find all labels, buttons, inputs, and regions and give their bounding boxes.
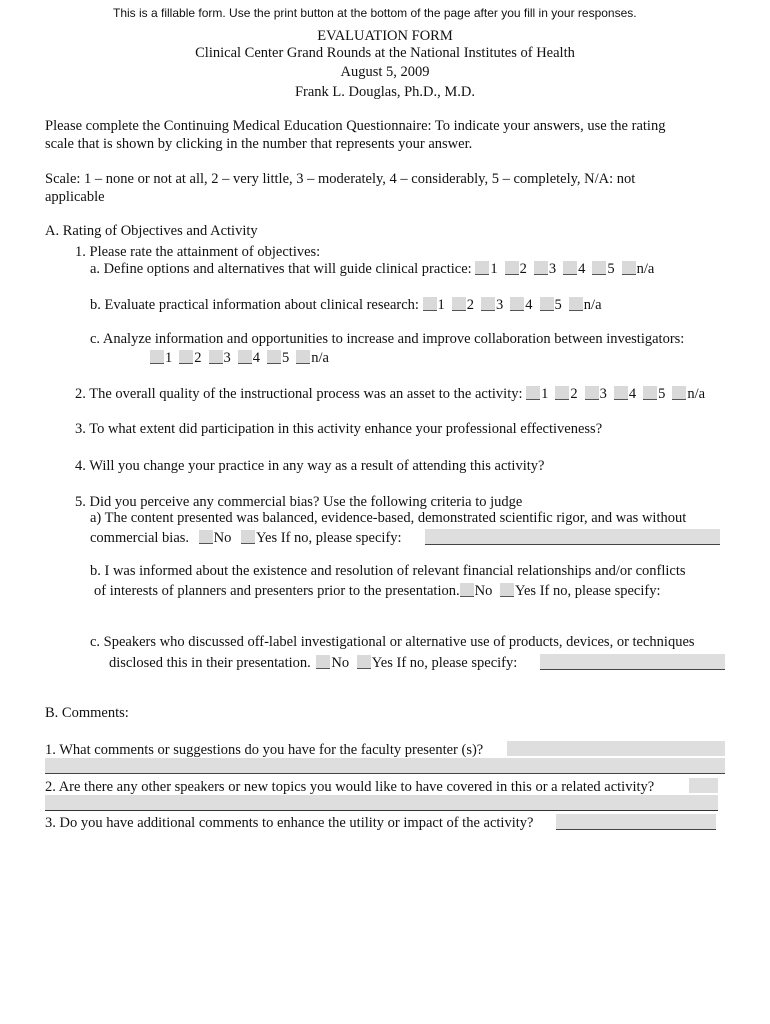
comment-input-2b[interactable] bbox=[45, 795, 718, 810]
checkbox[interactable] bbox=[238, 350, 252, 364]
question-5b-line-1: b. I was informed about the existence and resolution of relevant financial relationships and/or conflicts bbox=[90, 563, 686, 579]
rating-option[interactable]: 3 bbox=[534, 261, 556, 278]
checkbox[interactable] bbox=[423, 297, 437, 311]
yes-checkbox[interactable] bbox=[357, 655, 371, 669]
rating-option[interactable]: 3 bbox=[481, 297, 503, 314]
checkbox[interactable] bbox=[540, 297, 554, 311]
question-1: 1. Please rate the attainment of objectives: bbox=[75, 244, 321, 260]
rating-option[interactable]: 2 bbox=[555, 386, 577, 403]
question-3: 3. To what extent did participation in this activity enhance your professional effectiveness? bbox=[75, 421, 603, 437]
specify-input-5a[interactable] bbox=[425, 529, 720, 545]
scale-line-2: applicable bbox=[45, 189, 105, 205]
rating-option[interactable]: 5 bbox=[540, 297, 562, 314]
rating-option[interactable]: 4 bbox=[238, 350, 260, 367]
rating-option[interactable]: 4 bbox=[614, 386, 636, 403]
checkbox[interactable] bbox=[643, 386, 657, 400]
question-2-text: 2. The overall quality of the instructional process was an asset to the activity: bbox=[75, 386, 523, 402]
rating-option[interactable]: 5 bbox=[643, 386, 665, 403]
checkbox[interactable] bbox=[150, 350, 164, 364]
checkbox[interactable] bbox=[526, 386, 540, 400]
intro-line-1: Please complete the Continuing Medical Education Questionnaire: To indicate your answers, use the rating bbox=[45, 118, 666, 134]
checkbox[interactable] bbox=[267, 350, 281, 364]
question-1a bbox=[90, 261, 661, 278]
checkbox[interactable] bbox=[452, 297, 466, 311]
question-5: 5. Did you perceive any commercial bias? Use the following criteria to judge bbox=[75, 494, 523, 510]
rating-option[interactable]: 1 bbox=[475, 261, 497, 278]
checkbox[interactable] bbox=[614, 386, 628, 400]
question-1c-options bbox=[150, 350, 336, 367]
divider bbox=[45, 810, 718, 811]
question-4: 4. Will you change your practice in any way as a result of attending this activity? bbox=[75, 458, 545, 474]
intro-line-2: scale that is shown by clicking in the number that represents your answer. bbox=[45, 136, 473, 152]
question-2 bbox=[75, 386, 712, 403]
question-5a-line-2: commercial bias. No Yes If no, please specify: bbox=[90, 530, 402, 546]
no-checkbox[interactable] bbox=[460, 583, 474, 597]
checkbox[interactable] bbox=[622, 261, 636, 275]
rating-option[interactable]: 2 bbox=[179, 350, 201, 367]
rating-option[interactable]: n/a bbox=[622, 261, 655, 278]
rating-option[interactable]: 4 bbox=[563, 261, 585, 278]
checkbox[interactable] bbox=[481, 297, 495, 311]
comment-question-3: 3. Do you have additional comments to enhance the utility or impact of the activity? bbox=[45, 815, 534, 831]
checkbox[interactable] bbox=[179, 350, 193, 364]
rating-option[interactable]: 3 bbox=[209, 350, 231, 367]
question-1b bbox=[90, 297, 609, 314]
yes-checkbox[interactable] bbox=[241, 530, 255, 544]
checkbox[interactable] bbox=[672, 386, 686, 400]
question-5a-line-1: a) The content presented was balanced, evidence-based, demonstrated scientific rigor, and was without bbox=[90, 510, 687, 526]
checkbox[interactable] bbox=[296, 350, 310, 364]
rating-option[interactable]: 5 bbox=[592, 261, 614, 278]
checkbox[interactable] bbox=[209, 350, 223, 364]
rating-option[interactable]: n/a bbox=[569, 297, 602, 314]
checkbox[interactable] bbox=[555, 386, 569, 400]
no-checkbox[interactable] bbox=[316, 655, 330, 669]
checkbox[interactable] bbox=[505, 261, 519, 275]
comment-input-1a[interactable] bbox=[507, 741, 725, 756]
rating-option[interactable]: 4 bbox=[510, 297, 532, 314]
question-1b-text: b. Evaluate practical information about clinical research: bbox=[90, 297, 419, 313]
comment-question-2: 2. Are there any other speakers or new topics you would like to have covered in this or a related activity? bbox=[45, 779, 655, 795]
comment-input-3[interactable] bbox=[556, 814, 716, 830]
checkbox[interactable] bbox=[592, 261, 606, 275]
checkbox[interactable] bbox=[563, 261, 577, 275]
checkbox[interactable] bbox=[534, 261, 548, 275]
rating-option[interactable]: 5 bbox=[267, 350, 289, 367]
scale-line-1: Scale: 1 – none or not at all, 2 – very little, 3 – moderately, 4 – considerably, 5 – completely, N/A: not bbox=[45, 171, 636, 187]
checkbox[interactable] bbox=[510, 297, 524, 311]
checkbox[interactable] bbox=[569, 297, 583, 311]
event-name: Clinical Center Grand Rounds at the National Institutes of Health bbox=[195, 45, 575, 61]
rating-option[interactable]: 2 bbox=[505, 261, 527, 278]
section-a-heading: A. Rating of Objectives and Activity bbox=[45, 223, 258, 239]
comment-input-1b[interactable] bbox=[45, 758, 725, 774]
question-5c-line-2: disclosed this in their presentation. No Yes If no, please specify: bbox=[109, 655, 518, 671]
specify-input-5c[interactable] bbox=[540, 654, 725, 670]
question-1a-text: a. Define options and alternatives that will guide clinical practice: bbox=[90, 261, 472, 277]
rating-option[interactable]: n/a bbox=[672, 386, 705, 403]
no-checkbox[interactable] bbox=[199, 530, 213, 544]
checkbox[interactable] bbox=[475, 261, 489, 275]
form-title: EVALUATION FORM bbox=[317, 28, 453, 44]
speaker-name: Frank L. Douglas, Ph.D., M.D. bbox=[294, 84, 476, 100]
rating-option[interactable]: 1 bbox=[526, 386, 548, 403]
rating-option[interactable]: 2 bbox=[452, 297, 474, 314]
fillable-notice: This is a fillable form. Use the print button at the bottom of the page after you fill in your responses. bbox=[113, 6, 637, 20]
yes-checkbox[interactable] bbox=[500, 583, 514, 597]
checkbox[interactable] bbox=[585, 386, 599, 400]
comment-input-2a[interactable] bbox=[689, 778, 718, 793]
section-b-heading: B. Comments: bbox=[45, 705, 129, 721]
rating-option[interactable]: 3 bbox=[585, 386, 607, 403]
question-1c: c. Analyze information and opportunities to increase and improve collaboration between investigators: bbox=[90, 331, 685, 347]
rating-option[interactable]: 1 bbox=[150, 350, 172, 367]
event-date: August 5, 2009 bbox=[340, 64, 430, 80]
question-5b-line-2: of interests of planners and presenters prior to the presentation. No Yes If no, please specify: bbox=[94, 583, 661, 599]
question-5c-line-1: c. Speakers who discussed off-label investigational or alternative use of products, devices, or techniques bbox=[90, 634, 695, 650]
rating-option[interactable]: n/a bbox=[296, 350, 329, 367]
rating-option[interactable]: 1 bbox=[423, 297, 445, 314]
comment-question-1: 1. What comments or suggestions do you have for the faculty presenter (s)? bbox=[45, 742, 484, 758]
